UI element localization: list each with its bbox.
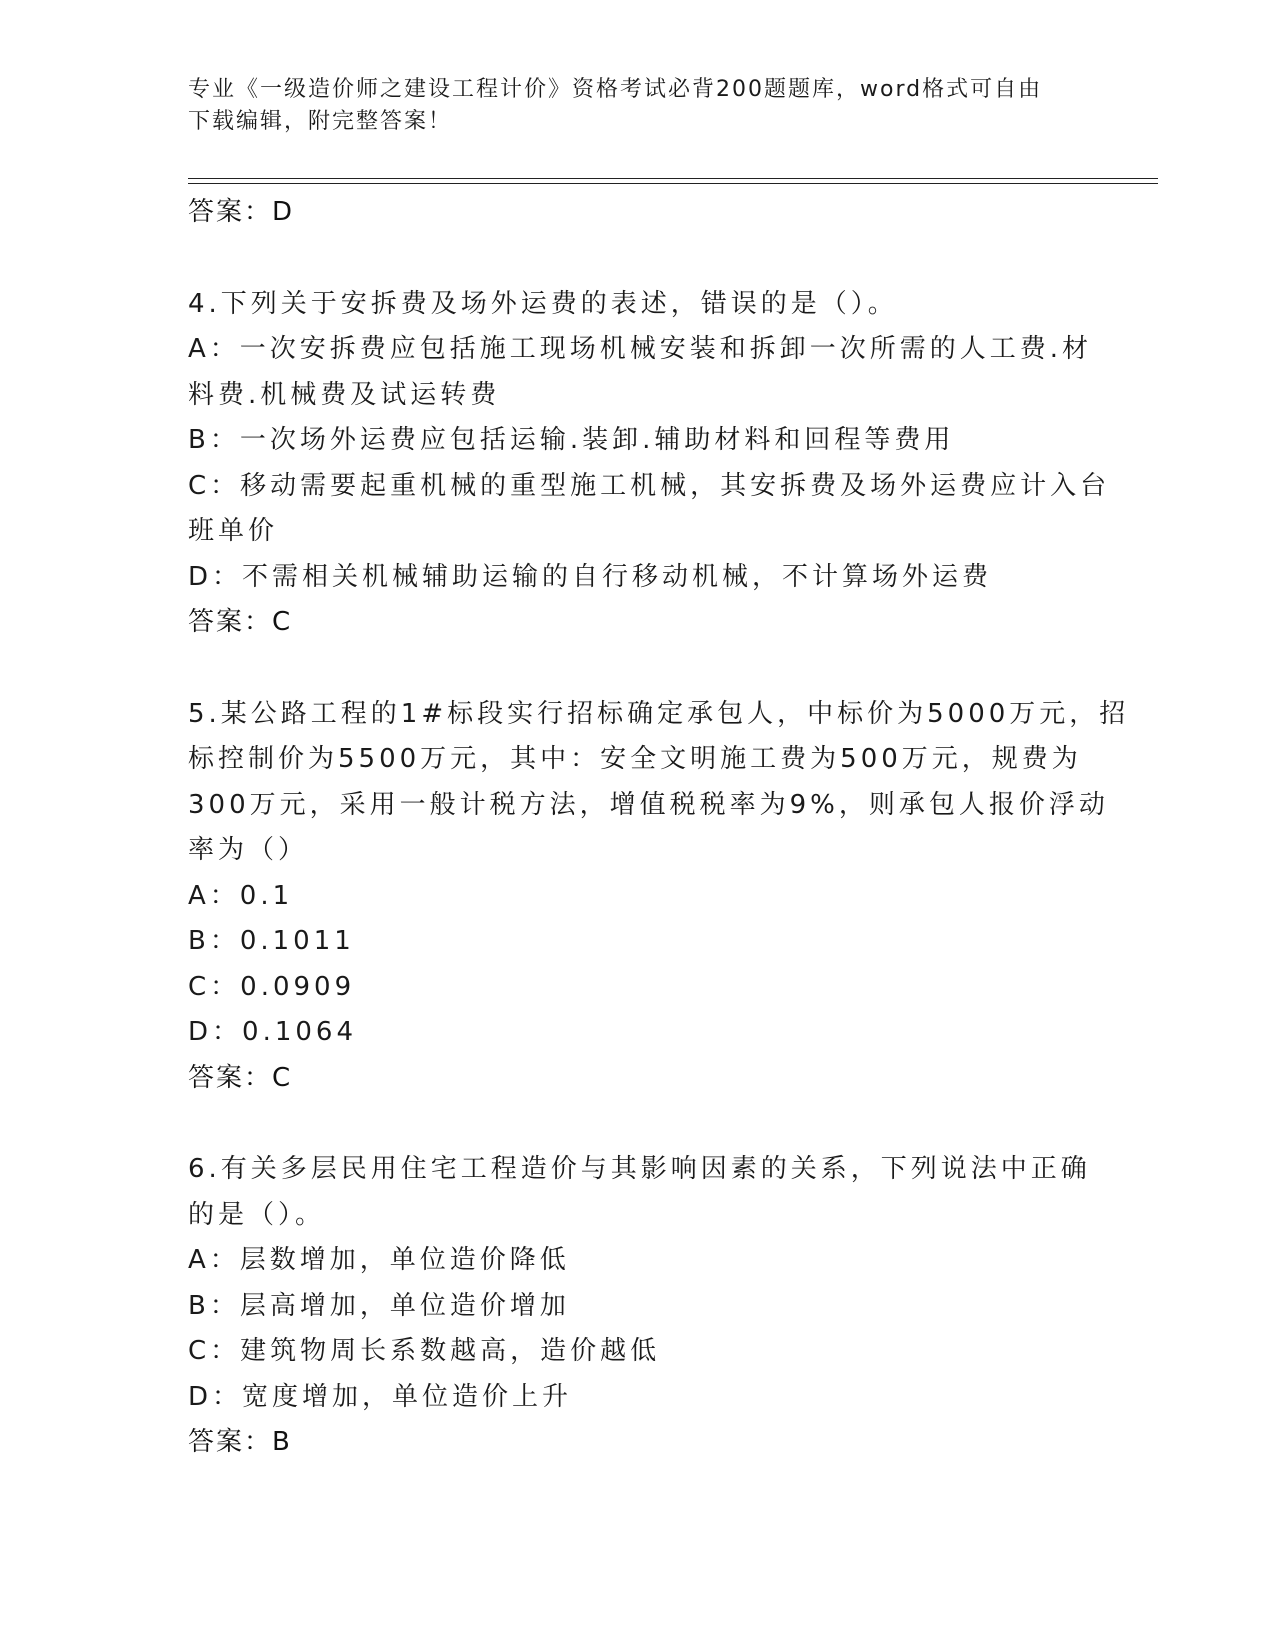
option-c-continued: 班单价	[188, 516, 279, 546]
header-divider-bottom	[188, 183, 1158, 184]
option-c: C：建筑物周长系数越高，造价越低	[188, 1336, 661, 1366]
question-stem: 6.有关多层民用住宅工程造价与其影响因素的关系，下列说法中正确	[188, 1154, 1091, 1184]
answer: 答案：B	[188, 1427, 292, 1457]
question-stem-continued: 标控制价为5500万元，其中：安全文明施工费为500万元，规费为	[188, 744, 1082, 774]
option-c: C：移动需要起重机械的重型施工机械，其安拆费及场外运费应计入台	[188, 470, 1111, 501]
option-a: A：层数增加，单位造价降低	[188, 1245, 570, 1275]
header-line-1: 专业《一级造价师之建设工程计价》资格考试必背200题题库，word格式可自由	[188, 77, 1043, 102]
option-a: A：0.1	[188, 880, 294, 911]
option-c: C：0.0909	[188, 971, 356, 1002]
option-d: D：0.1064	[188, 1017, 357, 1047]
answer: 答案：C	[188, 607, 293, 637]
option-b: B：层高增加，单位造价增加	[188, 1290, 570, 1321]
answer: 答案：C	[188, 1062, 293, 1093]
question-content	[188, 190, 1130, 1466]
question-5	[188, 692, 1130, 1102]
question-stem: 4.下列关于安拆费及场外运费的表述，错误的是（）。	[188, 288, 898, 319]
question-4	[188, 282, 1111, 646]
option-a-continued: 料费.机械费及试运转费	[188, 379, 501, 410]
document-header	[188, 74, 1088, 138]
option-d: D：不需相关机械辅助运输的自行移动机械，不计算场外运费	[188, 561, 993, 592]
option-a: A：一次安拆费应包括施工现场机械安装和拆卸一次所需的人工费.材	[188, 334, 1093, 364]
header-line-2: 下载编辑，附完整答案！	[188, 109, 453, 134]
option-b: B：0.1011	[188, 926, 355, 956]
question-stem-continued: 300万元，采用一般计税方法，增值税税率为9%，则承包人报价浮动	[188, 789, 1109, 820]
question-stem-continued: 的是（）。	[188, 1199, 326, 1230]
question-stem: 5.某公路工程的1#标段实行招标确定承包人，中标价为5000万元，招	[188, 698, 1130, 729]
option-d: D：宽度增加，单位造价上升	[188, 1381, 573, 1412]
previous-answer: 答案：D	[188, 197, 295, 227]
header-divider-top	[188, 178, 1158, 179]
question-stem-continued: 率为（）	[188, 835, 309, 865]
option-b: B：一次场外运费应包括运输.装卸.辅助材料和回程等费用	[188, 425, 955, 455]
question-6	[188, 1147, 1091, 1466]
